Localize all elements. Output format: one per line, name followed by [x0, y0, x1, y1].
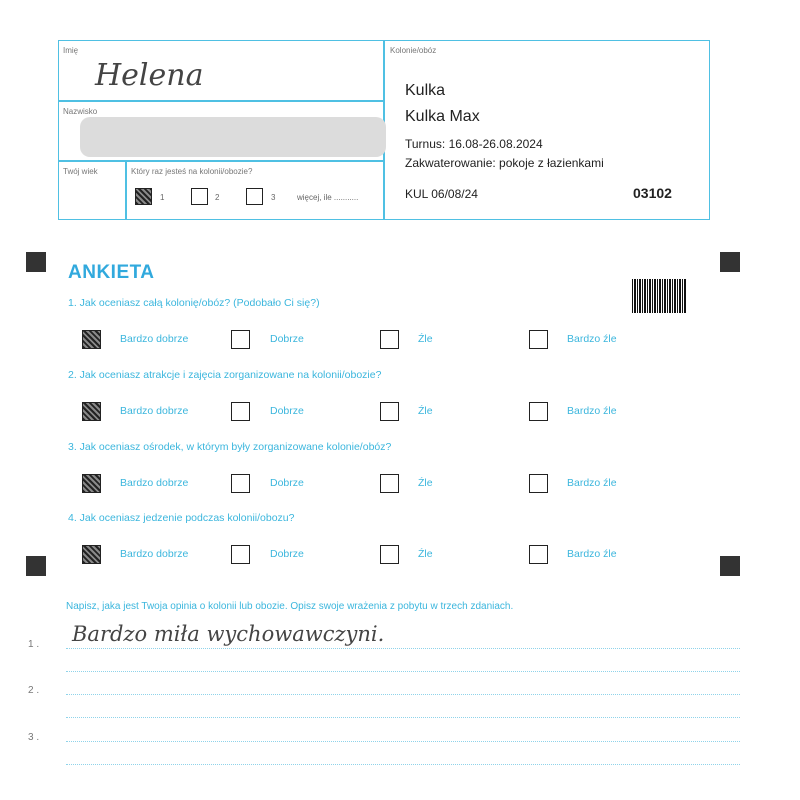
registration-mark [26, 556, 46, 576]
divider [58, 160, 383, 162]
camp-label: Kolonie/obóz [390, 46, 437, 55]
question-3-checkbox-2[interactable] [231, 474, 250, 493]
question-2-option-1: Bardzo dobrze [120, 405, 189, 417]
camp-name-2: Kulka Max [405, 108, 480, 125]
registration-mark [720, 556, 740, 576]
turnus: Turnus: 16.08-26.08.2024 [405, 137, 543, 151]
question-2-option-4: Bardzo źle [567, 405, 617, 417]
answer-line [66, 741, 740, 742]
question-1-option-1: Bardzo dobrze [120, 333, 189, 345]
question-1-option-4: Bardzo źle [567, 333, 617, 345]
answer-line-1[interactable]: Bardzo miła wychowawczyni. [72, 622, 385, 646]
times-option-2: 2 [215, 193, 220, 202]
question-3-option-3: Źle [418, 477, 433, 489]
question-2-checkbox-1[interactable] [82, 402, 101, 421]
divider [125, 160, 127, 220]
barcode [632, 279, 686, 313]
line-number-1: 1 . [28, 639, 40, 650]
opinion-prompt: Napisz, jaka jest Twoja opinia o kolonii lub obozie. Opisz swoje wrażenia z pobytu w trzech zdaniach. [66, 601, 514, 612]
answer-line [66, 671, 740, 672]
times-checkbox-1[interactable] [135, 188, 152, 205]
question-1-checkbox-4[interactable] [529, 330, 548, 349]
first-name-value[interactable]: Helena [95, 58, 204, 93]
question-3-checkbox-4[interactable] [529, 474, 548, 493]
answer-line [66, 717, 740, 718]
question-2-text: 2. Jak oceniasz atrakcje i zajęcia zorganizowane na kolonii/obozie? [68, 369, 382, 381]
question-4-option-4: Bardzo źle [567, 548, 617, 560]
question-3-checkbox-3[interactable] [380, 474, 399, 493]
question-1-checkbox-3[interactable] [380, 330, 399, 349]
times-checkbox-2[interactable] [191, 188, 208, 205]
times-option-1: 1 [160, 193, 165, 202]
accommodation: Zakwaterowanie: pokoje z łazienkami [405, 156, 604, 170]
question-4-option-2: Dobrze [270, 548, 304, 560]
survey-title: ANKIETA [68, 262, 155, 283]
times-question: Który raz jesteś na kolonii/obozie? [131, 167, 253, 176]
form-number: 03102 [633, 185, 672, 201]
question-1-checkbox-1[interactable] [82, 330, 101, 349]
question-3-option-4: Bardzo źle [567, 477, 617, 489]
question-1-checkbox-2[interactable] [231, 330, 250, 349]
line-number-3: 3 . [28, 732, 40, 743]
answer-line [66, 648, 740, 649]
question-3-text: 3. Jak oceniasz ośrodek, w którym były zorganizowane kolonie/obóz? [68, 441, 392, 453]
last-name-redacted [80, 117, 386, 157]
question-2-checkbox-2[interactable] [231, 402, 250, 421]
times-option-3: 3 [271, 193, 276, 202]
question-2-checkbox-4[interactable] [529, 402, 548, 421]
question-1-option-2: Dobrze [270, 333, 304, 345]
question-4-checkbox-1[interactable] [82, 545, 101, 564]
question-2-checkbox-3[interactable] [380, 402, 399, 421]
question-1-text: 1. Jak oceniasz całą kolonię/obóz? (Podobało Ci się?) [68, 297, 320, 309]
question-2-option-2: Dobrze [270, 405, 304, 417]
question-3-checkbox-1[interactable] [82, 474, 101, 493]
line-number-2: 2 . [28, 685, 40, 696]
question-4-option-3: Źle [418, 548, 433, 560]
last-name-label: Nazwisko [63, 107, 98, 116]
times-option-more: więcej, ile ........... [297, 193, 359, 202]
answer-line [66, 764, 740, 765]
divider [58, 100, 383, 102]
question-4-text: 4. Jak oceniasz jedzenie podczas kolonii/obozu? [68, 512, 295, 524]
question-4-checkbox-2[interactable] [231, 545, 250, 564]
registration-mark [26, 252, 46, 272]
times-checkbox-3[interactable] [246, 188, 263, 205]
first-name-label: Imię [63, 46, 79, 55]
question-1-option-3: Źle [418, 333, 433, 345]
registration-mark [720, 252, 740, 272]
answer-line [66, 694, 740, 695]
camp-name-1: Kulka [405, 82, 446, 99]
question-3-option-1: Bardzo dobrze [120, 477, 189, 489]
question-4-checkbox-4[interactable] [529, 545, 548, 564]
question-4-checkbox-3[interactable] [380, 545, 399, 564]
question-4-option-1: Bardzo dobrze [120, 548, 189, 560]
age-label: Twój wiek [63, 167, 98, 176]
camp-code: KUL 06/08/24 [405, 187, 478, 201]
question-2-option-3: Źle [418, 405, 433, 417]
question-3-option-2: Dobrze [270, 477, 304, 489]
